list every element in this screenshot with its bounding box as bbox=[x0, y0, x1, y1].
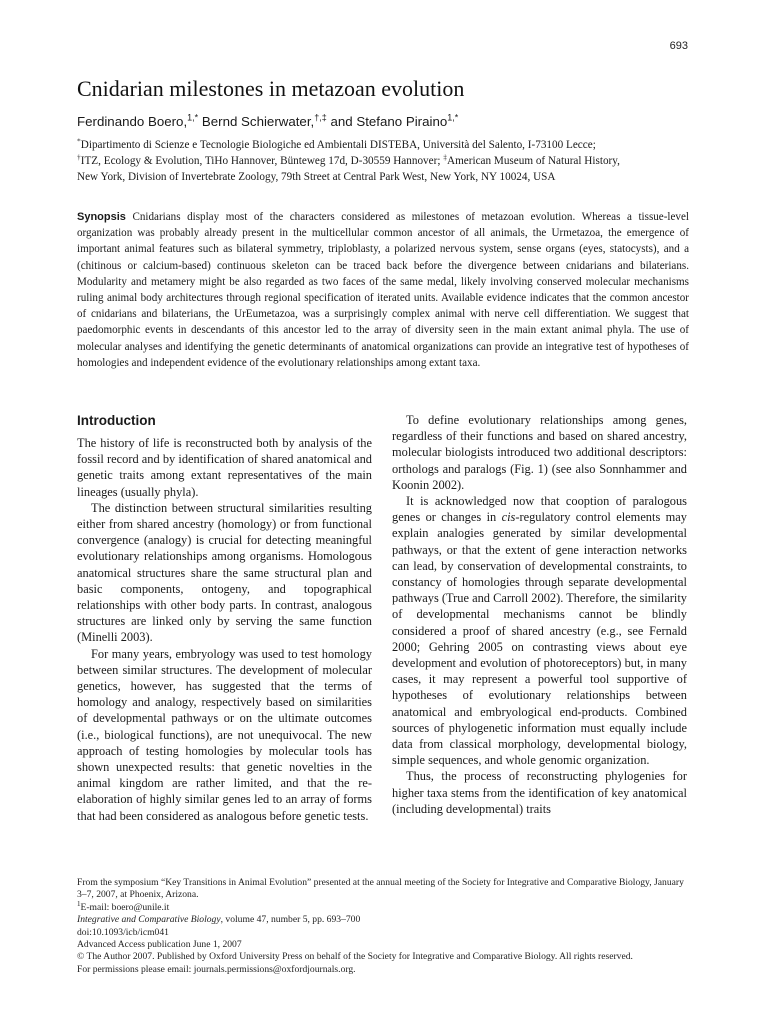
page-number: 693 bbox=[669, 40, 688, 52]
paragraph-5-italic: cis bbox=[501, 510, 516, 525]
author-piraino: Stefano Piraino bbox=[356, 114, 448, 129]
affil-mark-star: * bbox=[77, 136, 81, 146]
synopsis bbox=[77, 209, 689, 371]
journal-volume: , volume 47, number 5, pp. 693–700 bbox=[220, 914, 361, 926]
section-heading-introduction: Introduction bbox=[77, 413, 156, 428]
paragraph-5-rest: -regulatory control elements may explain analogies generated by similar developmental pathways, or that the extent of gene interaction networks can lead, by conservation of developmental constraints, to constancy of homologies through separate developmental pathways (True and Carroll 2002). Therefore, the similarity of developmental mechanisms cannot be blindly considered a proof of shared ancestry (e.g., see Fernald 2000; Gehring 2005 on contrasting views about eye development and evolution of photoreceptors) but, in many cases, it may represent a powerful tool supportive of hypotheses of evolutionary relationships between anatomical and embryological end-products. Combined sources of phylogenetic information must equally include data from classical morphology, developmental biology, simple sequences, and whole genomic organization. bbox=[392, 510, 687, 768]
right-column bbox=[392, 412, 687, 817]
paragraph-4: To define evolutionary relationships among genes, regardless of their functions and based on shared ancestry, molecular biologists introduced two additional descriptors: orthologs and paralogs (Fig. 1) (see also Sonnhammer and Koonin 2002). bbox=[392, 413, 687, 492]
footnote-email-mark: 1 bbox=[77, 899, 81, 908]
synopsis-text: Cnidarians display most of the characters considered as milestones of metazoan evolution. Whereas a tissue-level organization was probably already present in the multicellular common ancestor of all animals, the Urmetazoa, the emergence of important animal features such as bilateral symmetry, triploblasty, a polarized nervous system, sense organs (eyes, statocysts), and a (chitinous or calcium-based) continuous skeleton can be traced back before the divergence between cnidarians and bilaterians. Modularity and metamery might be also regarded as two faces of the same medal, likely involving conserved molecular mechanisms ruling animal body architectures through regional specification of iterated units. Available evidence indicates that the common ancestor of cnidarians and bilaterians, the UrEumetazoa, was a surprisingly complex animal with nerve cell differentiation. We suggest that paedomorphic events in descendants of this ancestor led to the array of diversity seen in the main extant animal phyla. The use of molecular analyses and identifying the genetic determinants of anatomical organizations can provide an integrative test of hypotheses of homologies and independent evidence of the evolutionary relationships among extant taxa. bbox=[77, 211, 689, 369]
affil-lecce: Dipartimento di Scienze e Tecnologie Biologiche ed Ambientali DISTEBA, Università del Salento, I-73100 Lecce; bbox=[80, 139, 596, 151]
affil-amnh: American Museum of Natural History, bbox=[446, 155, 620, 167]
affil-mark-dagger: † bbox=[77, 152, 81, 162]
affil-hannover: ITZ, Ecology & Evolution, TiHo Hannover, Bünteweg 17d, D-30559 Hannover; bbox=[80, 155, 441, 167]
author-boero-affil: 1,* bbox=[187, 112, 199, 123]
paragraph-5-start: It is acknowledged now that cooption of paralogous genes or changes in bbox=[392, 494, 687, 525]
footnote-advance-access: Advanced Access publication June 1, 2007 bbox=[77, 939, 242, 951]
author-schierwater: Bernd Schierwater, bbox=[201, 114, 315, 129]
paragraph-6: Thus, the process of reconstructing phylogenies for higher taxa stems from the identification of key anatomical (including developmental) traits bbox=[392, 769, 687, 816]
paragraph-3: For many years, embryology was used to test homology between similar structures. The development of molecular genetics, however, has suggested that the terms of homology and analogy, respectively based on similarities of developmental pathways or on the ultimate outcomes (i.e., biological functions), are not unequivocal. The new approach of testing homologies by molecular tools has shown unexpected results: that genetic novelties in the animal kingdom are rather limited, and that the re-elaboration of highly similar genes led to an array of forms that had been considered as analogous before genetic tests. bbox=[77, 646, 372, 823]
footnotes bbox=[77, 877, 692, 976]
affil-mark-ddagger: ‡ bbox=[443, 152, 447, 162]
affiliation-line-3: New York, Division of Invertebrate Zoology, 79th Street at Central Park West, New York, NY 10024, USA bbox=[77, 171, 556, 183]
footnote-email bbox=[77, 899, 692, 914]
affiliation-line-1 bbox=[77, 137, 697, 153]
footnote-symposium: From the symposium “Key Transitions in Animal Evolution” presented at the annual meeting of the Society for Integrative and Comparative Biology, January 3–7, 2007, at Phoenix, Arizona. bbox=[77, 877, 684, 901]
footnote-email-text: E-mail: boero@unile.it bbox=[80, 901, 170, 913]
author-list bbox=[77, 113, 697, 131]
synopsis-label: Synopsis bbox=[77, 211, 126, 223]
footnote-copyright: © The Author 2007. Published by Oxford University Press on behalf of the Society for Integrative and Comparative Biology. All rights reserved. bbox=[77, 951, 633, 963]
affiliations bbox=[77, 137, 697, 185]
left-column bbox=[77, 412, 372, 824]
footnote-doi: doi:10.1093/icb/icm041 bbox=[77, 926, 169, 938]
author-schierwater-affil: †,‡ bbox=[314, 112, 327, 123]
author-joiner: and bbox=[330, 114, 353, 129]
paragraph-5 bbox=[392, 493, 687, 768]
footnote-permissions: For permissions please email: journals.permissions@oxfordjournals.org. bbox=[77, 963, 356, 975]
journal-name: Integrative and Comparative Biology bbox=[77, 914, 221, 926]
author-boero: Ferdinando Boero, bbox=[77, 114, 188, 129]
paragraph-2: The distinction between structural similarities resulting either from shared ancestry (homology) or from functional convergence (analogy) is crucial for detecting meaningful evolutionary relationships among organisms. Homologous anatomical structures share the same structural plan and basic components, ontogeny, and topographical relationships with other body parts. In contrast, analogous structures are linked only by serving the same function (Minelli 2003). bbox=[77, 500, 372, 645]
affiliation-line-2 bbox=[77, 153, 697, 169]
footnote-journal bbox=[77, 914, 692, 926]
author-piraino-affil: 1,* bbox=[447, 112, 459, 123]
paragraph-1: The history of life is reconstructed both by analysis of the fossil record and by identification of shared anatomical and genetic traits among extant representatives of the main lineages (usually phyla). bbox=[77, 436, 372, 499]
article-title: Cnidarian milestones in metazoan evolution bbox=[77, 76, 465, 101]
